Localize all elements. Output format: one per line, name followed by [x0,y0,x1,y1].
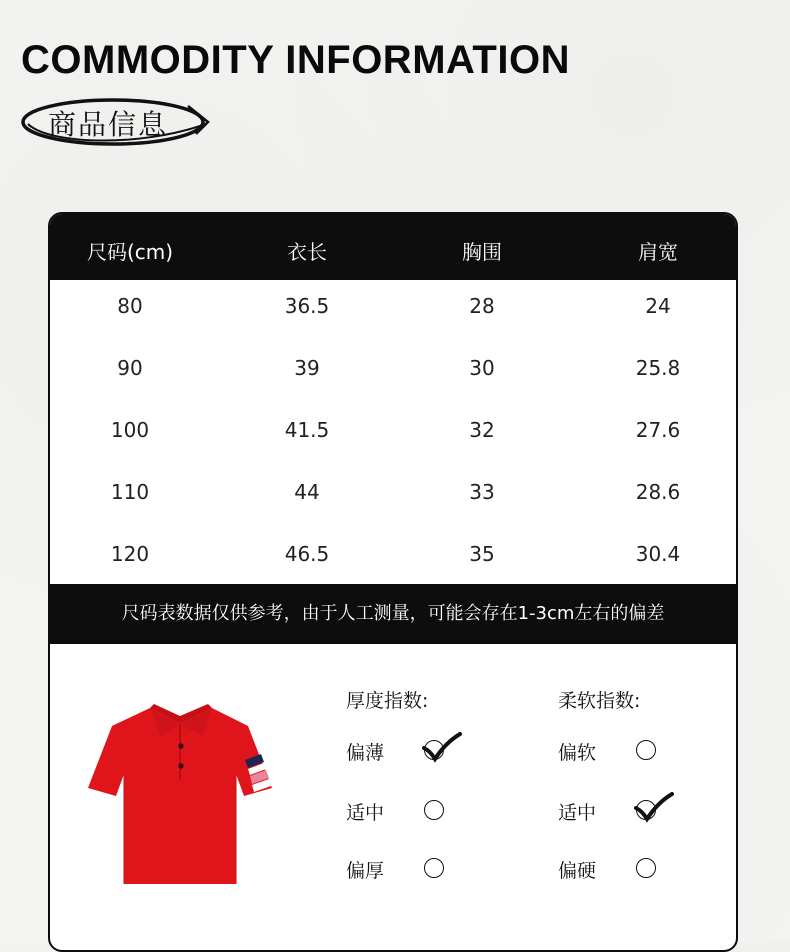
table-cell: 110 [110,480,150,504]
table-cell: 46.5 [284,542,330,566]
checkmark-icon [632,790,676,824]
table-row [50,466,736,528]
softness-option-label: 适中 [558,802,597,824]
info-card [48,212,738,952]
title-chinese: 商品信息 [48,108,169,141]
table-cell: 30.4 [635,542,681,566]
thickness-option-label: 偏薄 [346,742,385,764]
table-row [50,280,736,342]
thickness-index-title: 厚度指数: [346,690,429,712]
measurement-notice: 尺码表数据仅供参考，由于人工测量，可能会存在1-3cm左右的偏差 [50,584,736,644]
size-table-header [50,214,736,280]
table-cell: 24 [645,294,671,318]
thickness-option-radio [424,800,444,820]
table-cell: 25.8 [635,356,681,380]
table-cell: 33 [469,480,495,504]
checkmark-icon [420,730,464,764]
table-cell: 30 [469,356,495,380]
table-row [50,404,736,466]
table-cell: 32 [469,418,495,442]
column-header: 肩宽 [638,240,678,264]
table-cell: 28.6 [635,480,681,504]
softness-option-label: 偏硬 [558,860,597,882]
table-cell: 44 [294,480,320,504]
column-header: 胸围 [462,240,502,264]
softness-option-radio [636,858,656,878]
thickness-option-label: 偏厚 [346,860,385,882]
table-row [50,528,736,590]
title-chinese-badge [18,94,214,150]
table-cell: 27.6 [635,418,681,442]
thickness-option-radio [424,858,444,878]
thickness-option-label: 适中 [346,802,385,824]
column-header: 衣长 [287,240,327,264]
table-cell: 35 [469,542,495,566]
table-cell: 90 [117,356,143,380]
table-cell: 39 [294,356,320,380]
table-cell: 36.5 [284,294,330,318]
table-cell: 28 [469,294,495,318]
red-polo-shirt-icon [88,702,274,888]
table-row [50,342,736,404]
softness-option-radio [636,740,656,760]
softness-option-label: 偏软 [558,742,597,764]
table-cell: 80 [117,294,143,318]
table-cell: 100 [110,418,150,442]
table-cell: 41.5 [284,418,330,442]
column-header: 尺码(cm) [86,240,174,264]
softness-index-title: 柔软指数: [558,690,641,712]
title-english: COMMODITY INFORMATION [21,38,570,82]
table-cell: 120 [110,542,150,566]
